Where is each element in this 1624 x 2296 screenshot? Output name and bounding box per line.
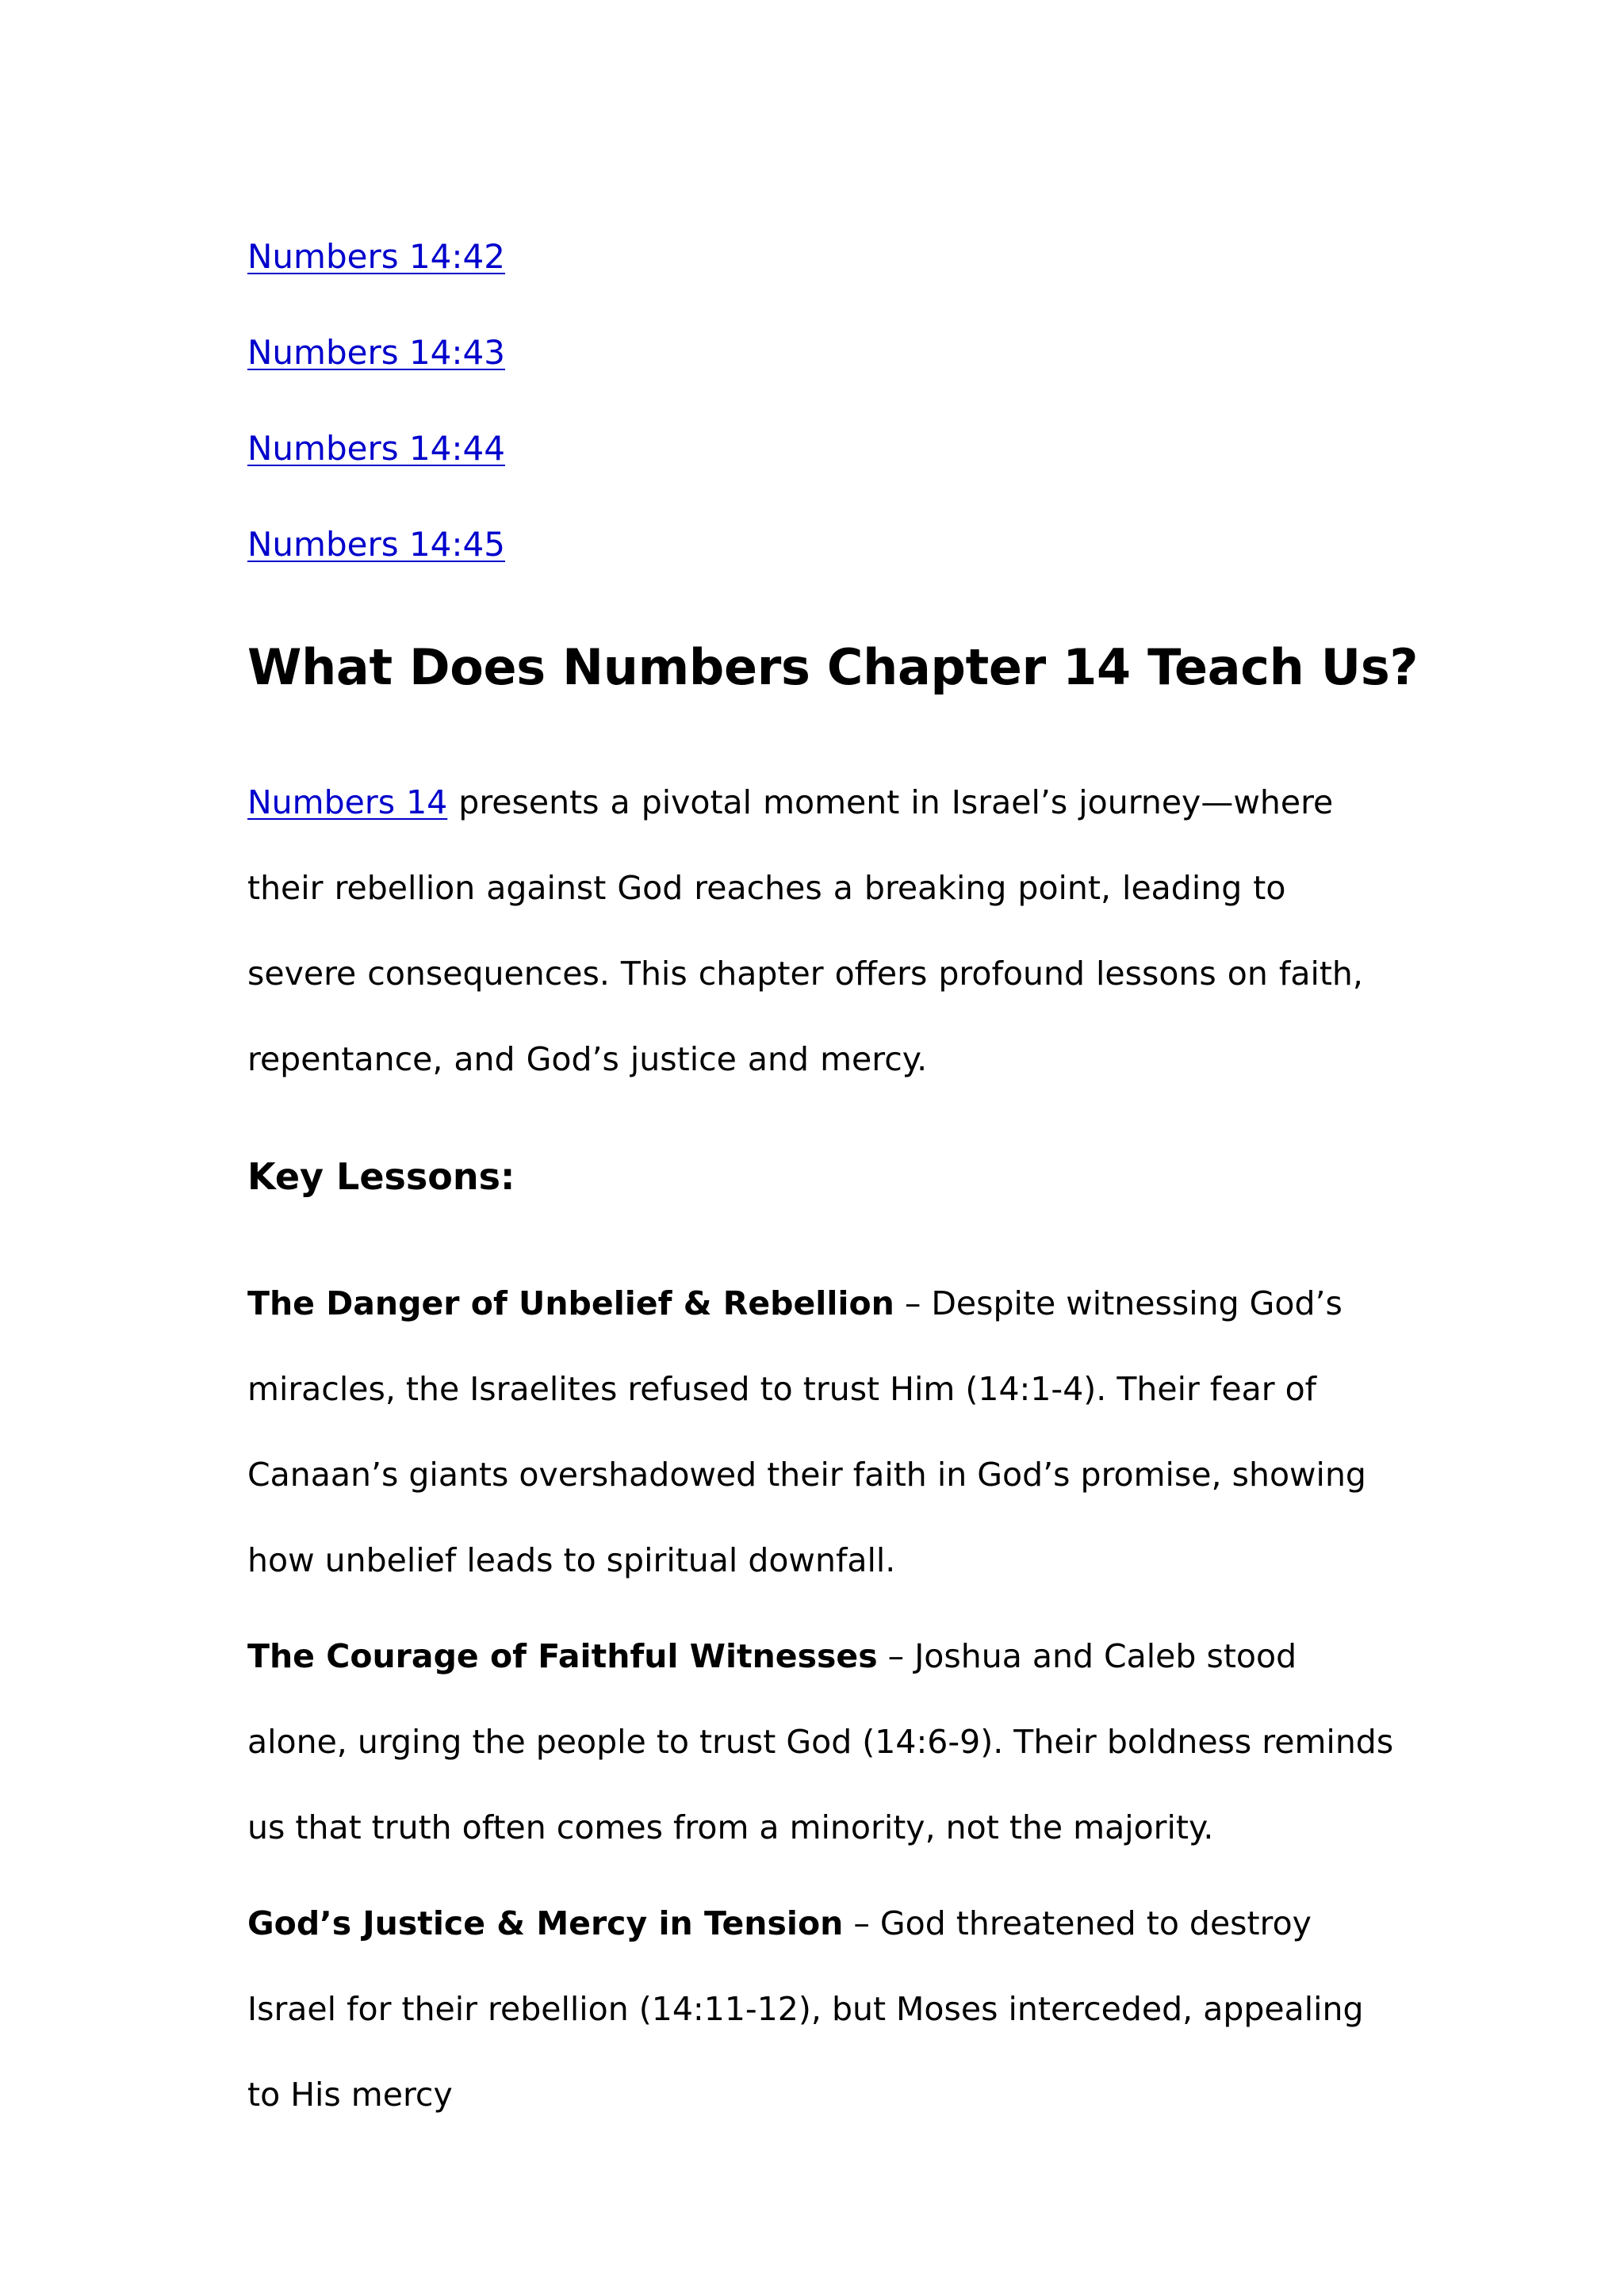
numbers-14-link[interactable]: Numbers 14: [247, 783, 448, 821]
key-lessons-heading: Key Lessons:: [247, 1155, 515, 1198]
lesson-title: The Danger of Unbelief & Rebellion: [247, 1284, 894, 1322]
intro-paragraph: [247, 760, 1396, 1102]
lesson-item: [247, 1261, 1396, 1603]
lesson-text: – Despite witnessing God’s miracles, the Israelites refused to trust Him (14:1-4). Their fear of Canaan’s giants overshadowed their faith in God’s promise, showing how unbelief leads to spiritual downfall.: [247, 1284, 1366, 1579]
lesson-title: God’s Justice & Mercy in Tension: [247, 1904, 844, 1942]
verse-link-14-45[interactable]: Numbers 14:45: [247, 525, 505, 564]
intro-text: presents a pivotal moment in Israel’s journey—where their rebellion against God reaches a breaking point, leading to severe consequences. This chapter offers profound lessons on faith, repentance, and God’s justice and mercy.: [247, 783, 1363, 1078]
lesson-title: The Courage of Faithful Witnesses: [247, 1637, 878, 1675]
lesson-item: [247, 1881, 1396, 2137]
verse-link-14-43[interactable]: Numbers 14:43: [247, 333, 505, 372]
lesson-text: – God threatened to destroy Israel for their rebellion (14:11-12), but Moses interceded, appealing to His mercy: [247, 1904, 1364, 2114]
section-heading: What Does Numbers Chapter 14 Teach Us?: [247, 638, 1419, 696]
lesson-item: [247, 1613, 1396, 1870]
verse-link-14-42[interactable]: Numbers 14:42: [247, 237, 505, 276]
lesson-text: – Joshua and Caleb stood alone, urging the people to trust God (14:6-9). Their boldness reminds us that truth often comes from a minority, not the majority.: [247, 1637, 1394, 1846]
verse-link-14-44[interactable]: Numbers 14:44: [247, 429, 505, 468]
